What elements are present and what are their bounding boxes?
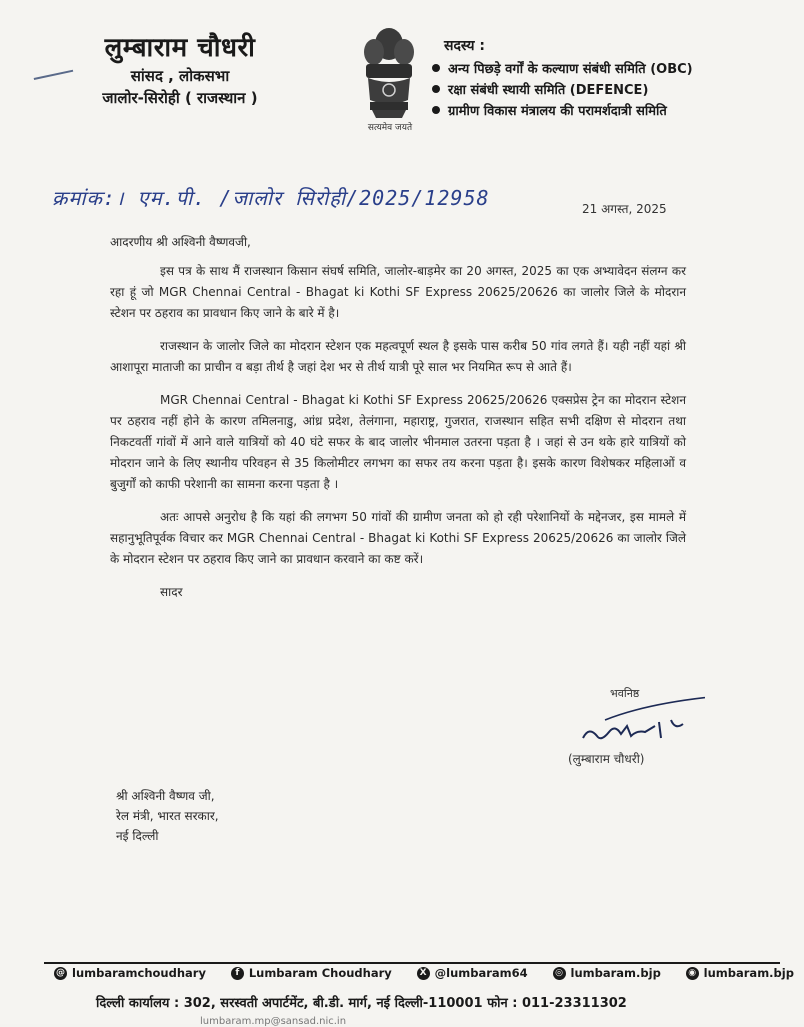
- mp-name: लुम्बाराम चौधरी: [104, 33, 256, 63]
- closing: सादर: [160, 585, 183, 599]
- social-x[interactable]: X @lumbaram64: [417, 966, 528, 980]
- letter-date: 21 अगस्त, 2025: [582, 202, 667, 216]
- globe-icon: ◉: [686, 967, 699, 980]
- emblem-motto: सत्यमेव जयते: [367, 123, 413, 133]
- committee-item: रक्षा संबंधी स्थायी समिति (DEFENCE): [432, 80, 792, 98]
- threads-icon: @: [56, 967, 65, 978]
- letterhead-left: [40, 28, 320, 108]
- recipient-line: नई दिल्ली: [116, 829, 159, 843]
- committee-item: अन्य पिछड़े वर्गों के कल्याण संबंधी समिति (OBC): [432, 59, 792, 77]
- social-threads[interactable]: @ lumbaramchoudhary: [56, 966, 206, 980]
- recipient-line: श्री अश्विनी वैष्णव जी,: [116, 789, 215, 803]
- footer-divider: [44, 962, 780, 964]
- bullet-icon: [432, 64, 440, 72]
- signatory-name: (लुम्बाराम चौधरी): [568, 752, 645, 766]
- recipient-address: [116, 786, 219, 846]
- reference-number: क्रमांक:। एम.पी. /जालोर सिरोही/2025/12958: [52, 186, 490, 210]
- bullet-icon: [432, 106, 440, 114]
- x-icon: X: [417, 967, 430, 980]
- social-links: [54, 966, 794, 980]
- national-emblem-icon: [352, 22, 426, 134]
- committee-item: ग्रामीण विकास मंत्रालय की परामर्शदात्री समिति: [432, 101, 792, 119]
- mp-constituency: जालोर-सिरोही ( राजस्थान ): [102, 89, 258, 107]
- paragraph: MGR Chennai Central - Bhagat ki Kothi SF Express 20625/20626 एक्सप्रेस ट्रेन का मोदरान स्टेशन पर ठहराव नहीं होने के कारण तमिलनाडु, आंध्र प्रदेश, तेलंगाना, महाराष्ट्र, गुजरात, राजस्थान सहित सभी दक्षिण से मोदरान तथा निकटवर्ती गांवों में आने वाले यात्रियों को 40 घंटे सफर के बाद जालोर भीनमाल उतरना पड़ता है । जहां से उन थके हारे यात्रियों को मोदरान जाने के लिए स्थानीय परिवहन से 35 किलोमीटर लगभग का सफर तय करना पड़ता है। इसके कारण विशेषकर महिलाओं व बुजुर्गों को काफी परेशानी का सामना करना पड़ता है ।: [110, 393, 686, 491]
- office-address: दिल्ली कार्यालय : 302, सरस्वती अपार्टमेंट, बी.डी. मार्ग, नई दिल्ली-110001 फोन : 011-23311302: [96, 996, 627, 1011]
- social-instagram[interactable]: ◎ lumbaram.bjp: [553, 966, 661, 980]
- facebook-icon: f: [231, 967, 244, 980]
- recipient-line: रेल मंत्री, भारत सरकार,: [116, 809, 219, 823]
- sign-off: भवनिष्ठ: [610, 687, 640, 700]
- social-web[interactable]: ◉ lumbaram.bjp: [686, 966, 794, 980]
- paragraph: अतः आपसे अनुरोध है कि यहां की लगभग 50 गांवों की ग्रामीण जनता को हो रही परेशानियों के मद्देनजर, इस मामले में सहानुभूतिपूर्वक विचार कर MGR Chennai Central - Bhagat ki Kothi SF Express 20625/20626 का जालोर जिले के मोदरान स्टेशन पर ठहराव किए जाने का प्रावधान करवाने का कष्ट करें।: [110, 510, 686, 566]
- paragraph: राजस्थान के जालोर जिले का मोदरान स्टेशन एक महत्वपूर्ण स्थल है इसके पास करीब 50 गांव लगते हैं। यही नहीं यहां श्री आशापूरा माताजी का प्राचीन व बड़ा तीर्थ है जहां देश भर से तीर्थ यात्री पूरे साल भर नियमित रूप से आते हैं।: [110, 339, 686, 374]
- handwritten-signature: [575, 696, 705, 756]
- committee-list: [432, 36, 792, 122]
- salutation: आदरणीय श्री अश्विनी वैष्णवजी,: [110, 235, 251, 249]
- letter-body: [110, 232, 686, 603]
- paragraph: इस पत्र के साथ मैं राजस्थान किसान संघर्ष समिति, जालोर-बाड़मेर का 20 अगस्त, 2025 का एक अभ्यावेदन संलग्न कर रहा हूं जो MGR Chennai Central - Bhagat ki Kothi SF Express 20625/20626 का जालोर जिले के मोदरान स्टेशन पर ठहराव का प्रावधान किए जाने के बारे में है।: [110, 264, 686, 320]
- bullet-icon: [432, 85, 440, 93]
- footer-email-cut: lumbaram.mp@sansad.nic.in: [200, 1016, 347, 1027]
- mp-title: सांसद , लोकसभा: [130, 67, 230, 85]
- member-label: सदस्य :: [444, 38, 485, 54]
- social-facebook[interactable]: f Lumbaram Choudhary: [231, 966, 392, 980]
- instagram-icon: ◎: [553, 967, 566, 980]
